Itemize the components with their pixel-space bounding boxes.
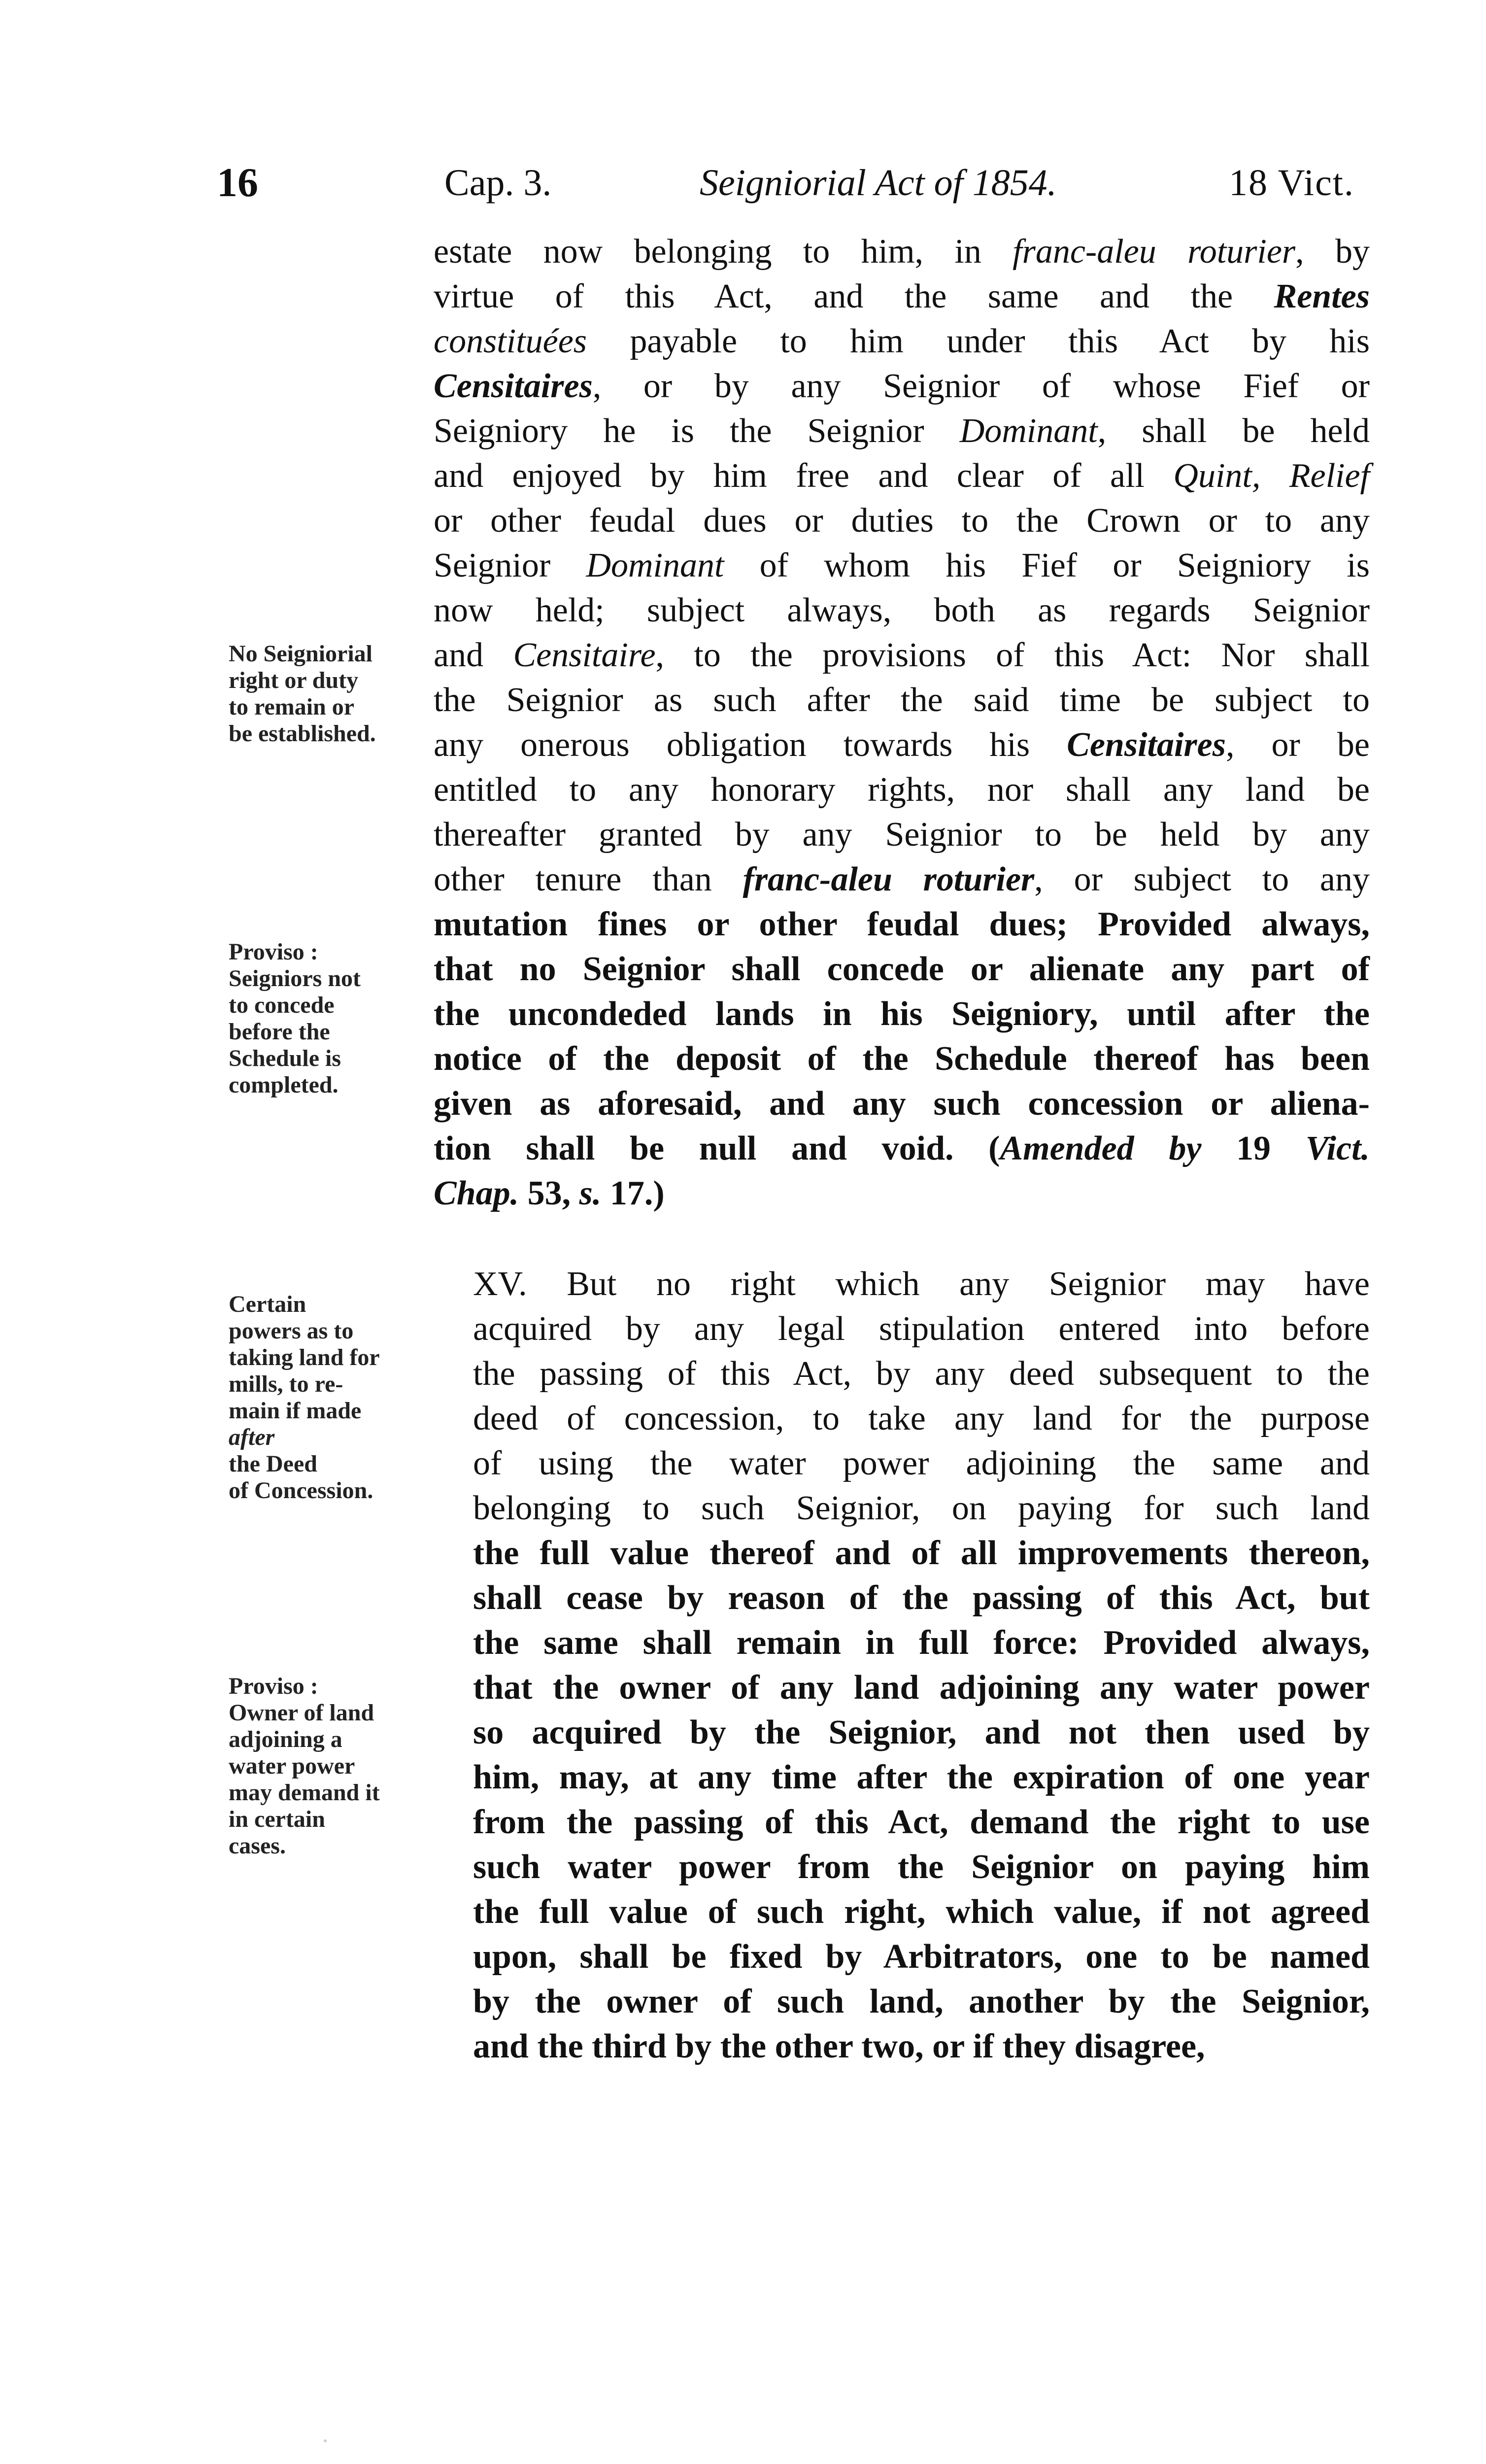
margin-note-line: Certain xyxy=(229,1291,306,1317)
text-line: and Censitaire, to the provisions of this Act: Nor shall xyxy=(434,636,1370,674)
text-line: him, may, at any time after the expiration of one year xyxy=(473,1758,1370,1796)
text-line: other tenure than franc-aleu roturier, or subject to any xyxy=(434,860,1370,898)
text-line: belonging to such Seignior, on paying for such land xyxy=(473,1489,1370,1527)
text-line: notice of the deposit of the Schedule thereof has been xyxy=(434,1040,1370,1078)
body-text xyxy=(434,229,1370,2069)
text-line: the Seignior as such after the said time be subject to xyxy=(434,681,1370,719)
regnal-year: 18 Vict. xyxy=(1229,162,1354,204)
margin-note-line: water power xyxy=(229,1753,355,1779)
text-line: upon, shall be fixed by Arbitrators, one to be named xyxy=(473,1938,1370,1976)
text-line: constituées payable to him under this Act by his xyxy=(434,322,1370,360)
margin-note-line: Owner of land xyxy=(229,1700,374,1726)
margin-note-line: of Concession. xyxy=(229,1477,373,1504)
text-line: thereafter granted by any Seignior to be held by any xyxy=(434,816,1370,854)
text-line: entitled to any honorary rights, nor shall any land be xyxy=(434,771,1370,809)
chapter-label: Cap. 3. xyxy=(444,162,552,204)
text-line: the passing of this Act, by any deed subsequent to the xyxy=(473,1355,1370,1393)
margin-note-line: adjoining a xyxy=(229,1726,342,1752)
text-line: XV. But no right which any Seignior may have xyxy=(473,1265,1370,1303)
margin-note-line: Proviso : xyxy=(229,939,318,965)
margin-note-proviso-owner xyxy=(229,1673,426,1859)
text-line: virtue of this Act, and the same and the Rentes xyxy=(434,277,1370,315)
margin-note-line: be established. xyxy=(229,720,376,747)
text-line: that the owner of any land adjoining any water power xyxy=(473,1669,1370,1707)
text-line: mutation fines or other feudal dues; Provided always, xyxy=(434,905,1370,943)
text-line: Censitaires, or by any Seignior of whose Fief or xyxy=(434,367,1370,405)
margin-note-line: after the Deed xyxy=(229,1424,317,1477)
text-line: and the third by the other two, or if they disagree, xyxy=(473,2027,1205,2065)
margin-note-line: Proviso : xyxy=(229,1673,318,1699)
text-line: of using the water power adjoining the same and xyxy=(473,1444,1370,1482)
text-line: or other feudal dues or duties to the Crown or to any xyxy=(434,502,1370,540)
margin-note-line: may demand it xyxy=(229,1780,380,1806)
act-title: Seigniorial Act of 1854. xyxy=(700,162,1057,204)
margin-note-line: Schedule is xyxy=(229,1045,341,1071)
text-line: tion shall be null and void. (Amended by 19 Vict. xyxy=(434,1129,1370,1167)
print-speck xyxy=(324,2439,327,2442)
margin-note-line: powers as to xyxy=(229,1318,354,1344)
margin-note-line: to concede xyxy=(229,992,335,1018)
text-line: Seignior Dominant of whom his Fief or Seigniory is xyxy=(434,547,1370,584)
text-line: Chap. 53, s. 17.) xyxy=(434,1174,665,1212)
text-line: given as aforesaid, and any such concession or aliena- xyxy=(434,1085,1370,1123)
margin-note-line: Seigniors not xyxy=(229,965,361,992)
margin-note-line: right or duty xyxy=(229,667,359,693)
text-line: estate now belonging to him, in franc-aleu roturier, by xyxy=(434,233,1370,271)
text-line: from the passing of this Act, demand the right to use xyxy=(473,1803,1370,1841)
text-line: shall cease by reason of the passing of this Act, but xyxy=(473,1579,1370,1617)
margin-note-line: to remain or xyxy=(229,694,355,720)
margin-note-line: completed. xyxy=(229,1072,338,1098)
section-xv xyxy=(434,1262,1370,2069)
running-header xyxy=(0,0,1486,227)
margin-note-line: mills, to re- xyxy=(229,1371,343,1397)
text-line: that no Seignior shall concede or alienate any part of xyxy=(434,950,1370,988)
text-line: any onerous obligation towards his Censitaires, or be xyxy=(434,726,1370,764)
margin-note-line: No Seigniorial xyxy=(229,641,373,667)
text-line: so acquired by the Seignior, and not then used by xyxy=(473,1713,1370,1751)
text-line: the full value thereof and of all improvements thereon, xyxy=(473,1534,1370,1572)
text-line: now held; subject always, both as regards Seignior xyxy=(434,591,1370,629)
margin-note-no-seigniorial-right xyxy=(229,641,426,747)
text-line: by the owner of such land, another by the Seignior, xyxy=(473,1983,1370,2020)
margin-note-line: in certain xyxy=(229,1806,325,1832)
text-line: such water power from the Seignior on paying him xyxy=(473,1848,1370,1886)
margin-note-proviso-seigniors xyxy=(229,939,426,1098)
margin-note-line: main if made xyxy=(229,1398,362,1424)
page-number: 16 xyxy=(217,160,258,205)
margin-note-line: taking land for xyxy=(229,1344,380,1370)
text-line: acquired by any legal stipulation entered into before xyxy=(473,1310,1370,1348)
text-line: Seigniory he is the Seignior Dominant, shall be held xyxy=(434,412,1370,450)
text-line: the full value of such right, which value, if not agreed xyxy=(473,1893,1370,1931)
margin-note-line: cases. xyxy=(229,1833,286,1859)
text-line: the same shall remain in full force: Provided always, xyxy=(473,1624,1370,1662)
margin-note-certain-powers xyxy=(229,1291,426,1504)
text-line: and enjoyed by him free and clear of all Quint, Relief xyxy=(434,457,1370,495)
text-line: deed of concession, to take any land for the purpose xyxy=(473,1400,1370,1437)
text-line: the uncondeded lands in his Seigniory, until after the xyxy=(434,995,1370,1033)
paragraph-continuation xyxy=(434,229,1370,1216)
margin-note-line: before the xyxy=(229,1019,330,1045)
